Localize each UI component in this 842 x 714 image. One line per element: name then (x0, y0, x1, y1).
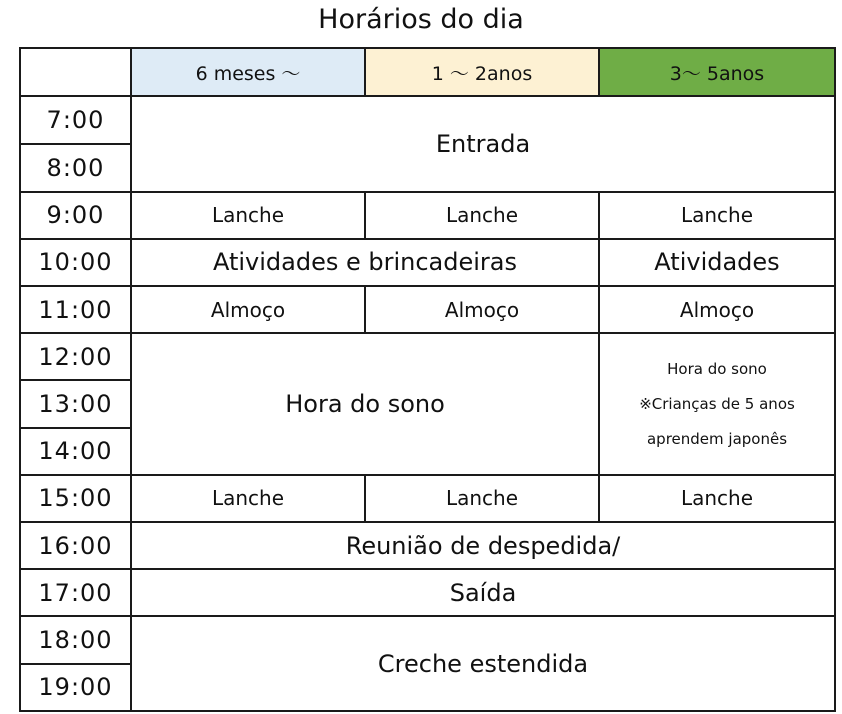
lanche-6-meses: Lanche (131, 192, 365, 239)
row-1700 (20, 569, 835, 616)
atividades-brincadeiras-cell: Atividades e brincadeiras (131, 239, 599, 286)
row-1500 (20, 475, 835, 522)
time-label: 14:00 (20, 428, 131, 475)
time-label: 15:00 (20, 475, 131, 522)
time-label: 9:00 (20, 192, 131, 239)
sono-note-line-2: ※Crianças de 5 anos (639, 394, 795, 413)
time-label: 8:00 (20, 144, 131, 191)
creche-estendida-cell: Creche estendida (131, 616, 835, 711)
time-label: 17:00 (20, 569, 131, 616)
almoco-3-5-anos: Almoço (599, 286, 835, 333)
lanche-tarde-1-2-anos: Lanche (365, 475, 599, 522)
time-label: 13:00 (20, 380, 131, 427)
header-6-meses: 6 meses ～ (131, 48, 365, 96)
time-label: 16:00 (20, 522, 131, 569)
header-row (20, 48, 835, 96)
time-label: 12:00 (20, 333, 131, 380)
row-1200 (20, 333, 835, 380)
lanche-1-2-anos: Lanche (365, 192, 599, 239)
almoco-1-2-anos: Almoço (365, 286, 599, 333)
header-1-2-anos: 1 ～ 2anos (365, 48, 599, 96)
time-label: 19:00 (20, 664, 131, 711)
sono-note-line-1: Hora do sono (667, 359, 767, 378)
sono-note-cell (599, 333, 835, 475)
time-label: 10:00 (20, 239, 131, 286)
row-1100 (20, 286, 835, 333)
schedule-table (19, 47, 836, 712)
row-1800 (20, 616, 835, 663)
row-1000 (20, 239, 835, 286)
reuniao-cell: Reunião de despedida/ (131, 522, 835, 569)
row-0700 (20, 96, 835, 144)
sono-note-line-3: aprendem japonês (646, 429, 788, 448)
almoco-6-meses: Almoço (131, 286, 365, 333)
corner-cell (20, 48, 131, 96)
lanche-3-5-anos: Lanche (599, 192, 835, 239)
time-label: 18:00 (20, 616, 131, 663)
atividades-cell: Atividades (599, 239, 835, 286)
time-label: 7:00 (20, 96, 131, 144)
lanche-tarde-3-5-anos: Lanche (599, 475, 835, 522)
saida-cell: Saída (131, 569, 835, 616)
page-title: Horários do dia (318, 4, 524, 35)
header-3-5-anos: 3～ 5anos (599, 48, 835, 96)
time-label: 11:00 (20, 286, 131, 333)
hora-do-sono-cell: Hora do sono (131, 333, 599, 475)
row-0900 (20, 192, 835, 239)
row-1600 (20, 522, 835, 569)
lanche-tarde-6-meses: Lanche (131, 475, 365, 522)
entrada-cell: Entrada (131, 96, 835, 191)
